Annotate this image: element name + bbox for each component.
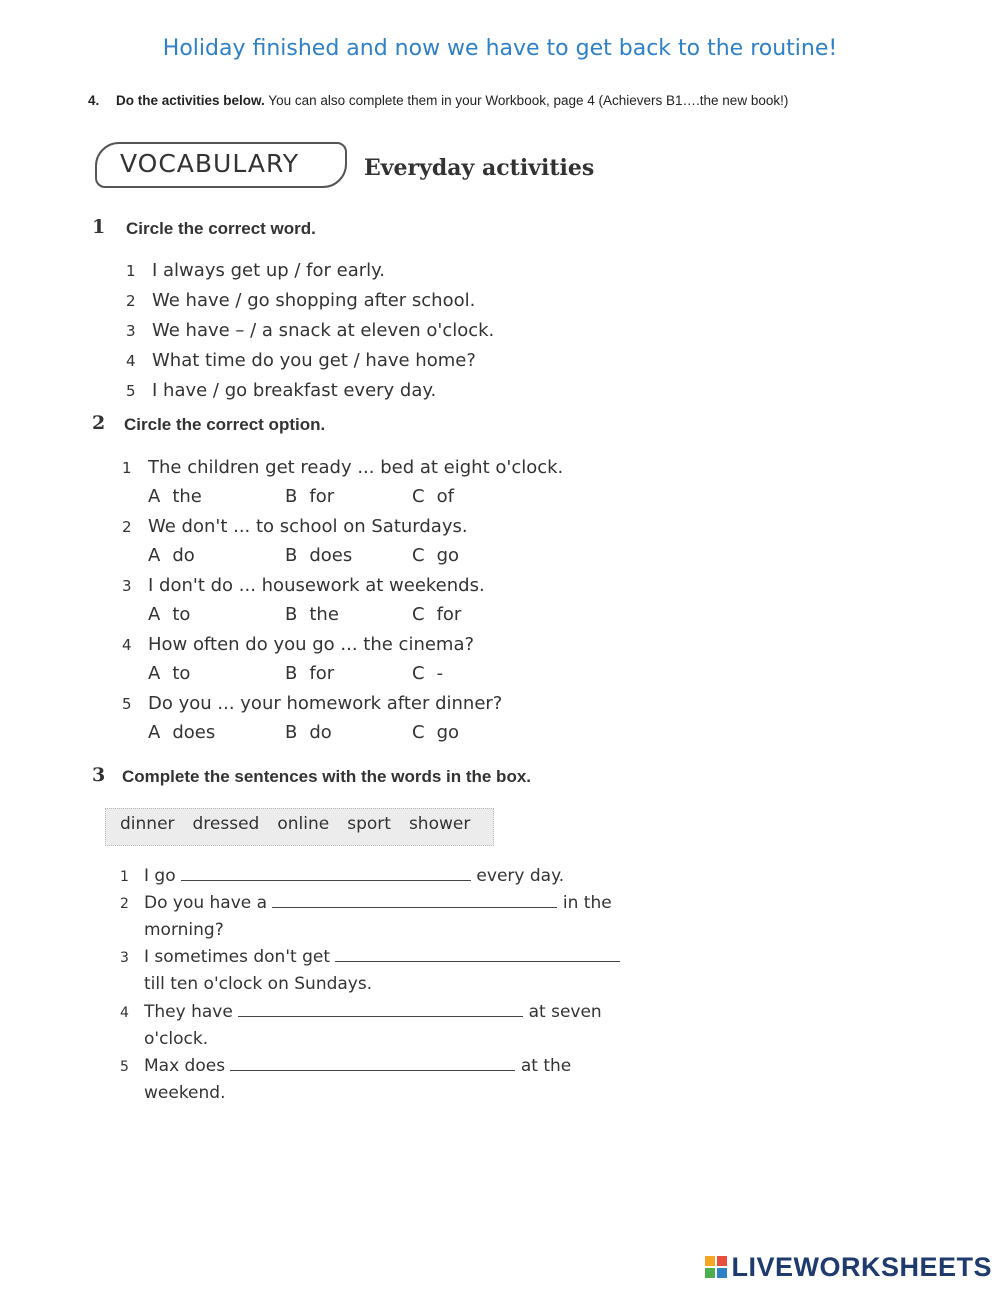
s2-option-3b[interactable]: B the	[285, 604, 339, 625]
section-2-heading: Circle the correct option.	[124, 415, 326, 434]
s3-blank-5[interactable]	[230, 1069, 515, 1071]
s2-option-3a[interactable]: A to	[148, 604, 191, 625]
s2-option-5c[interactable]: C go	[412, 722, 460, 743]
s3-blank-1[interactable]	[181, 879, 471, 881]
word-dinner: dinner	[120, 814, 175, 834]
s3-item-5: 5 Max does at the	[120, 1056, 572, 1076]
section-1-number: 1	[92, 216, 106, 238]
s1-item-1[interactable]: 1 I always get up / for early.	[126, 260, 385, 281]
s3-item-5-cont: weekend.	[144, 1083, 226, 1103]
s1-item-3[interactable]: 3 We have – / a snack at eleven o'clock.	[126, 320, 495, 341]
s2-question-1: 1 The children get ready ... bed at eight o'clock.	[122, 457, 564, 478]
s2-option-2c[interactable]: C go	[412, 545, 460, 566]
s2-option-5a[interactable]: A does	[148, 722, 216, 743]
s2-option-1c[interactable]: C of	[412, 486, 454, 507]
s3-blank-4[interactable]	[238, 1015, 523, 1017]
word-shower: shower	[408, 814, 471, 834]
s3-blank-3[interactable]	[335, 960, 620, 962]
word-sport: sport	[347, 814, 391, 834]
instruction-bold: Do the activities below.	[116, 93, 265, 108]
word-online: online	[277, 814, 330, 834]
section-3-heading: Complete the sentences with the words in the box.	[122, 767, 532, 786]
s2-option-3c[interactable]: C for	[412, 604, 462, 625]
s1-item-5[interactable]: 5 I have / go breakfast every day.	[126, 380, 437, 401]
s3-item-3: 3 I sometimes don't get	[120, 947, 620, 967]
s3-item-4-cont: o'clock.	[144, 1029, 209, 1049]
s2-question-5: 5 Do you ... your homework after dinner?	[122, 693, 503, 714]
s3-blank-2[interactable]	[272, 906, 557, 908]
s1-item-2[interactable]: 2 We have / go shopping after school.	[126, 290, 476, 311]
s2-option-2b[interactable]: B does	[285, 545, 353, 566]
instruction-text: You can also complete them in your Workbook, page 4 (Achievers B1….the new book!)	[264, 93, 789, 108]
s3-item-4: 4 They have at seven	[120, 1002, 602, 1022]
s2-option-2a[interactable]: A do	[148, 545, 195, 566]
s3-item-2-cont: morning?	[144, 920, 224, 940]
s2-option-1a[interactable]: A the	[148, 486, 202, 507]
s2-option-4c[interactable]: C -	[412, 663, 444, 684]
instruction-line	[88, 93, 788, 108]
word-dressed: dressed	[192, 814, 260, 834]
liveworksheets-logo: LIVEWORKSHEETS	[705, 1252, 992, 1283]
s2-option-4b[interactable]: B for	[285, 663, 335, 684]
word-box-words	[120, 814, 488, 834]
vocabulary-label: VOCABULARY	[120, 149, 299, 178]
section-3-number: 3	[92, 764, 106, 786]
s1-item-4[interactable]: 4 What time do you get / have home?	[126, 350, 476, 371]
section-1-heading: Circle the correct word.	[126, 219, 316, 238]
section-2-number: 2	[92, 412, 106, 434]
vocabulary-subtitle: Everyday activities	[364, 155, 595, 181]
s2-option-1b[interactable]: B for	[285, 486, 335, 507]
s2-option-5b[interactable]: B do	[285, 722, 332, 743]
s2-question-3: 3 I don't do ... housework at weekends.	[122, 575, 485, 596]
s3-item-3-cont: till ten o'clock on Sundays.	[144, 974, 373, 994]
s2-option-4a[interactable]: A to	[148, 663, 191, 684]
s3-item-2: 2 Do you have a in the	[120, 893, 612, 913]
s2-question-4: 4 How often do you go ... the cinema?	[122, 634, 475, 655]
logo-mark-icon	[705, 1256, 727, 1278]
page-title: Holiday finished and now we have to get back to the routine!	[162, 36, 838, 61]
s2-question-2: 2 We don't ... to school on Saturdays.	[122, 516, 468, 537]
s3-item-1: 1 I go every day.	[120, 866, 565, 886]
instruction-number: 4.	[88, 93, 100, 108]
